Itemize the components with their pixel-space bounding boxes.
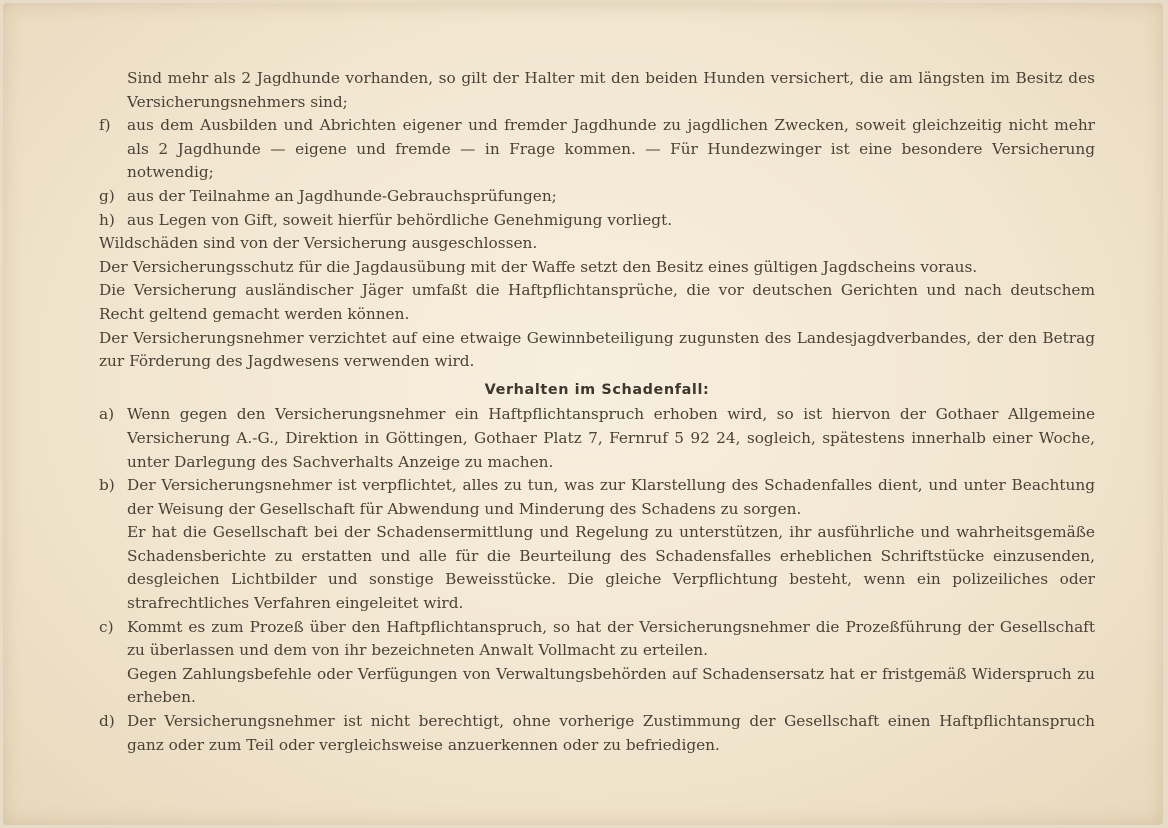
paragraph-gewinnbeteiligung: Der Versicherungsnehmer verzichtet auf eine etwaige Gewinnbeteiligung zugunsten des Landesjagdverbandes, der den Betrag zur Förderung des Jagdwesens verwenden wird. <box>99 328 1095 371</box>
item-marker: c) <box>99 617 114 636</box>
item-text-continued: Er hat die Gesellschaft bei der Schadensermittlung und Regelung zu unterstützen, ihr ausführliche und wahrheitsgemäße Schadensberichte zu erstatten und alle für die Beurteilung des Schadensfalles erheblichen Schriftstücke einzusenden, desgleichen Lichtbilder und sonstige Beweisstücke. Die gleiche Verpflichtung besteht, wenn ein polizeiliches oder strafrechtliches Verfahren eingeleitet wird. <box>127 523 1095 613</box>
item-marker: b) <box>99 476 115 495</box>
paragraph-auslaender: Die Versicherung ausländischer Jäger umfaßt die Haftpflichtansprüche, die vor deutschen Gerichten und nach deutschem Recht geltend gemacht werden können. <box>99 281 1095 323</box>
item-text: Wenn gegen den Versicherungsnehmer ein Haftpflichtanspruch erhoben wird, so ist hiervon der Gothaer Allgemeine Versicherung A.-G., Direktion in Göttingen, Gothaer Platz 7, Fernruf 5 92 24, sogleich, spätestens innerhalb einer Woche, unter Darlegung des Sachverhalts Anzeige zu machen. <box>127 405 1095 471</box>
item-text: aus Legen von Gift, soweit hierfür behördliche Genehmigung vorliegt. <box>127 210 673 229</box>
item-text: Der Versicherungsnehmer ist verpflichtet, alles zu tun, was zur Klarstellung des Schadenfalles dient, und unter Beachtung der Weisung der Gesellschaft für Abwendung und Minderung des Schadens zu sorgen. <box>127 476 1095 518</box>
list-item-h <box>99 209 1095 233</box>
intro-paragraph: Sind mehr als 2 Jagdhunde vorhanden, so gilt der Halter mit den beiden Hunden versichert, die am längsten im Besitz des Versicherungsnehmers sind; <box>127 69 1095 111</box>
item-text: Der Versicherungsnehmer ist nicht berechtigt, ohne vorherige Zustimmung der Gesellschaft einen Haftpflichtanspruch ganz oder zum Teil oder vergleichsweise anzuerkennen oder zu befriedigen. <box>127 712 1095 754</box>
section-heading: Verhalten im Schadenfall: <box>484 381 710 398</box>
item-marker: g) <box>99 186 115 205</box>
list-item-f <box>99 114 1095 185</box>
list-item-d <box>99 710 1095 757</box>
list-item-g <box>99 185 1095 209</box>
list-item-b <box>99 474 1095 616</box>
item-marker: d) <box>99 712 115 731</box>
list-item-a <box>99 403 1095 474</box>
list-item-c <box>99 616 1095 710</box>
paragraph-jagdschein: Der Versicherungsschutz für die Jagdausübung mit der Waffe setzt den Besitz eines gültigen Jagdscheins voraus. <box>99 257 978 276</box>
item-text: aus dem Ausbilden und Abrichten eigener und fremder Jagdhunde zu jagdlichen Zwecken, soweit gleichzeitig nicht mehr als 2 Jagdhunde — eigene und fremde — in Frage kommen. — Für Hundezwinger ist eine besondere Versicherung notwendig; <box>127 116 1095 182</box>
item-text: aus der Teilnahme an Jagdhunde-Gebrauchsprüfungen; <box>127 186 557 205</box>
paragraph-wildschaeden: Wildschäden sind von der Versicherung ausgeschlossen. <box>99 234 538 253</box>
item-marker: f) <box>99 116 111 135</box>
item-text: Kommt es zum Prozeß über den Haftpflichtanspruch, so hat der Versicherungsnehmer die Prozeßführung der Gesellschaft zu überlassen und dem von ihr bezeichneten Anwalt Vollmacht zu erteilen. <box>127 617 1095 660</box>
document-body <box>99 67 1095 757</box>
insurance-card <box>3 3 1163 825</box>
item-marker: a) <box>99 405 115 424</box>
item-text-continued: Gegen Zahlungsbefehle oder Verfügungen von Verwaltungsbehörden auf Schadensersatz hat er fristgemäß Widerspruch zu erheben. <box>127 664 1095 707</box>
item-marker: h) <box>99 210 115 229</box>
